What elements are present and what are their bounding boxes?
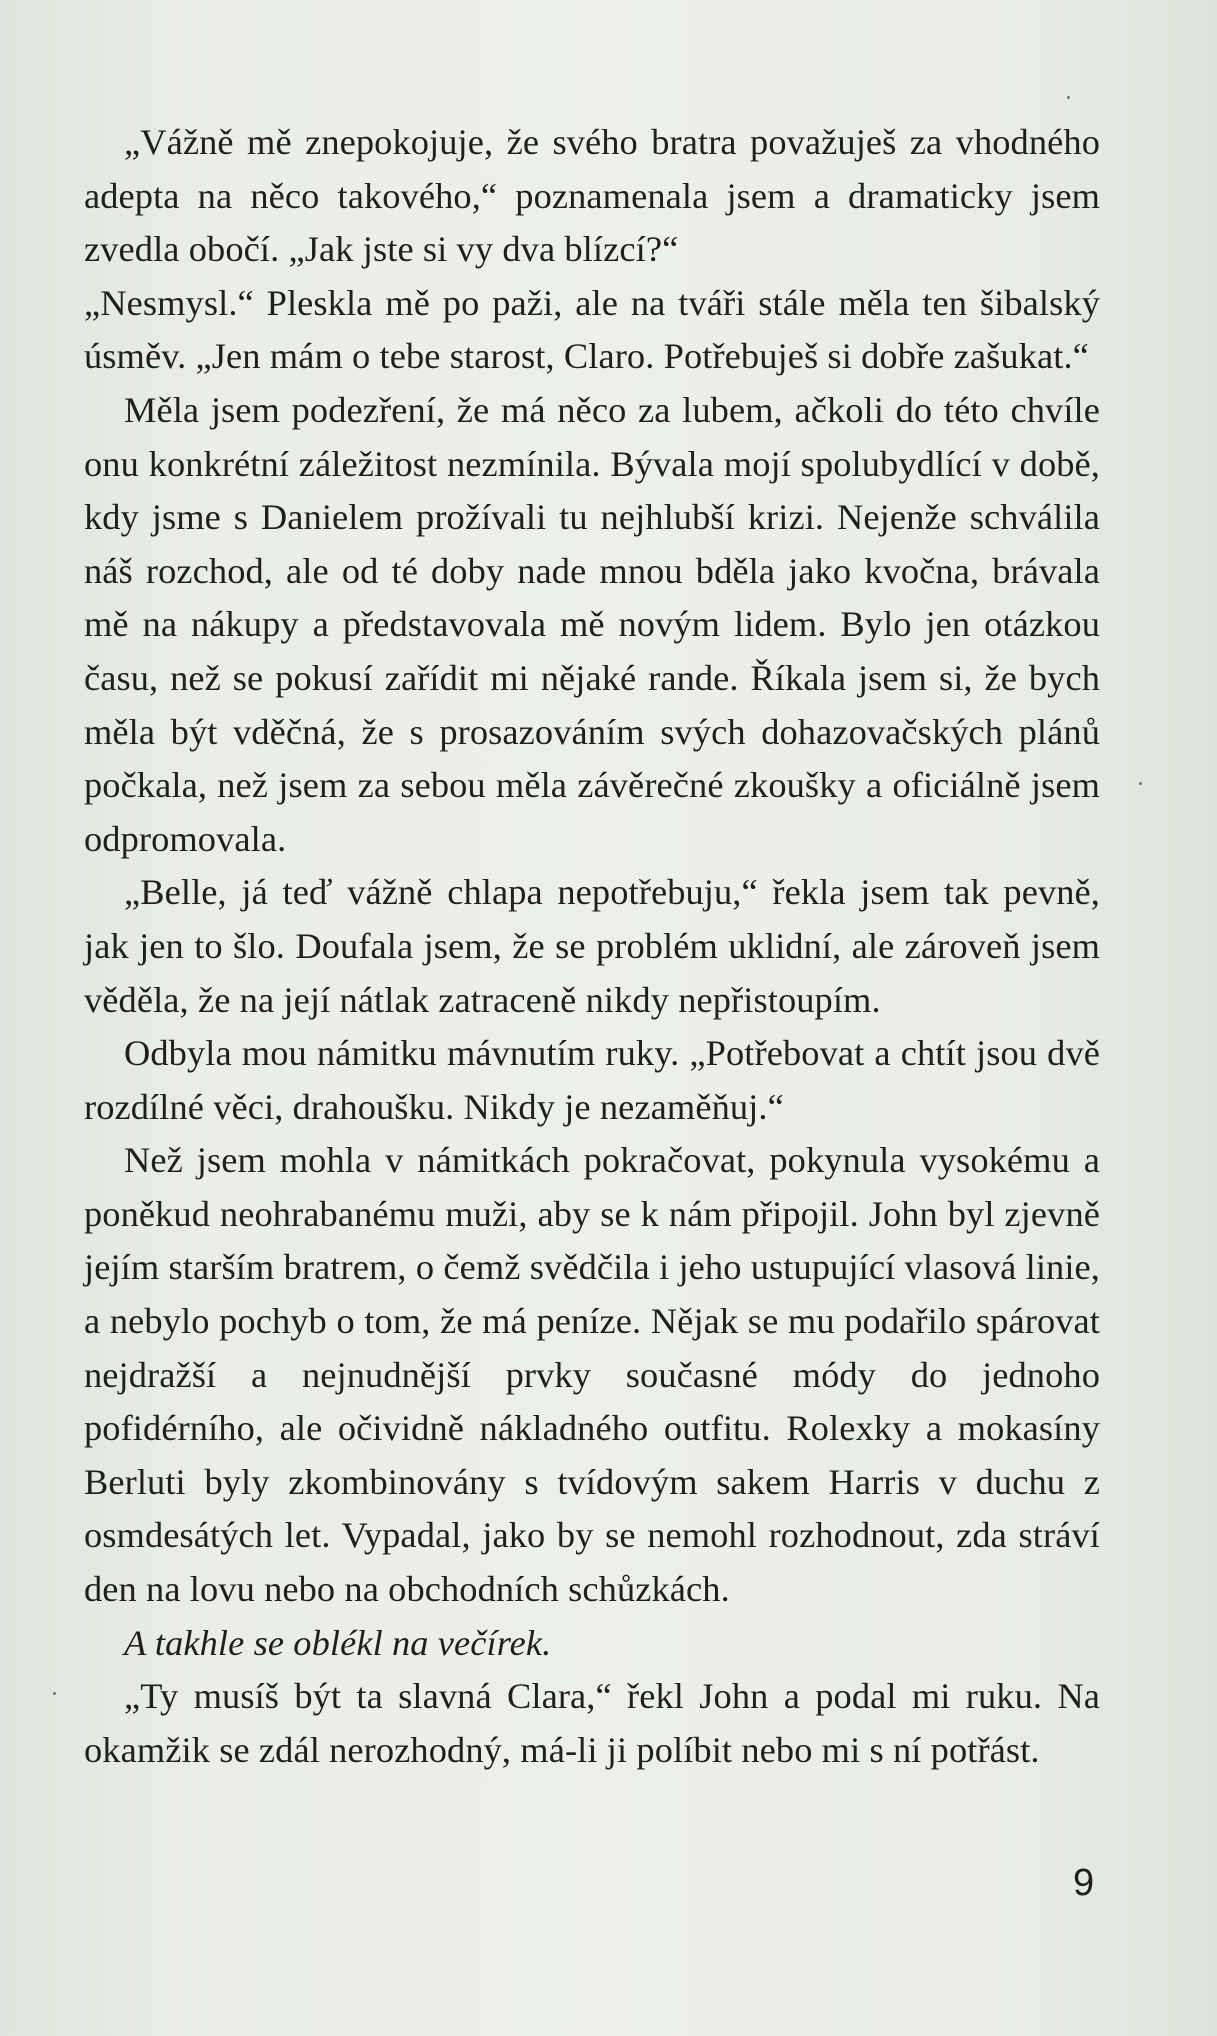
paragraph: „Ty musíš být ta slavná Clara,“ řekl John a podal mi ruku. Na okamžik se zdál nerozhodný, má-li ji políbit nebo mi s ní potřást. (84, 1676, 1100, 1770)
paper-speck (1067, 96, 1070, 99)
paragraph: Než jsem mohla v námitkách pokračovat, pokynula vysokému a poněkud neohrabanému muži, aby se k nám připojil. John byl zjevně jejím starším bratrem, o čemž svědčila i jeho ustupující vlasová linie, a nebylo pochyb o tom, že má peníze. Nějak se mu podařilo spárovat nejdražší a nejnudnější prvky současné módy do jednoho pofidérního, ale očividně nákladného outfitu. Rolexky a mokasíny Berluti byly zkombinovány s tvídovým sakem Harris v duchu z osmdesátých let. Vypadal, jako by se nemohl rozhodnout, zda stráví den na lovu nebo na obchodních schůzkách. (84, 1140, 1100, 1610)
body-text (84, 116, 1100, 1777)
paragraph: „Nesmysl.“ Pleskla mě po paži, ale na tváři stále měla ten šibalský úsměv. „Jen mám o tebe starost, Claro. Potřebuješ si dobře zašukat.“ (84, 282, 1100, 377)
paragraph: Měla jsem podezření, že má něco za lubem, ačkoli do této chvíle onu konkrétní záležitost nezmínila. Bývala mojí spolubydlící v době, kdy jsme s Danielem prožívali tu nejhlubší krizi. Nejenže schválila náš rozchod, ale od té doby nade mnou bděla jako kvočna, brávala mě na nákupy a představovala mě novým lidem. Bylo jen otázkou času, než se pokusí zařídit mi nějaké rande. Říkala jsem si, že bych měla být vděčná, že s prosazováním svých dohazovačských plánů počkala, než jsem za sebou měla závěrečné zkoušky a oficiálně jsem odpromovala. (84, 389, 1100, 859)
paragraph: Odbyla mou námitku mávnutím ruky. „Potřebovat a chtít jsou dvě rozdílné věci, drahoušku. Nikdy je nezaměňuj.“ (84, 1033, 1100, 1127)
paragraph: „Vážně mě znepokojuje, že svého bratra považuješ za vhodného adepta na něco takového,“ poznamenala jsem a dramaticky jsem zvedla obočí. „Jak jste si vy dva blízcí?“ (84, 122, 1100, 270)
paper-speck (1139, 782, 1142, 785)
page-number: 9 (1073, 1862, 1095, 1904)
paper-speck (53, 1692, 56, 1695)
paragraph: „Belle, já teď vážně chlapa nepotřebuju,“ řekla jsem tak pevně, jak jen to šlo. Doufala jsem, že se problém uklidní, ale zároveň jsem věděla, že na její nátlak zatraceně nikdy nepřistoupím. (84, 872, 1100, 1020)
italic-paragraph: A takhle se oblékl na večírek. (124, 1622, 552, 1663)
